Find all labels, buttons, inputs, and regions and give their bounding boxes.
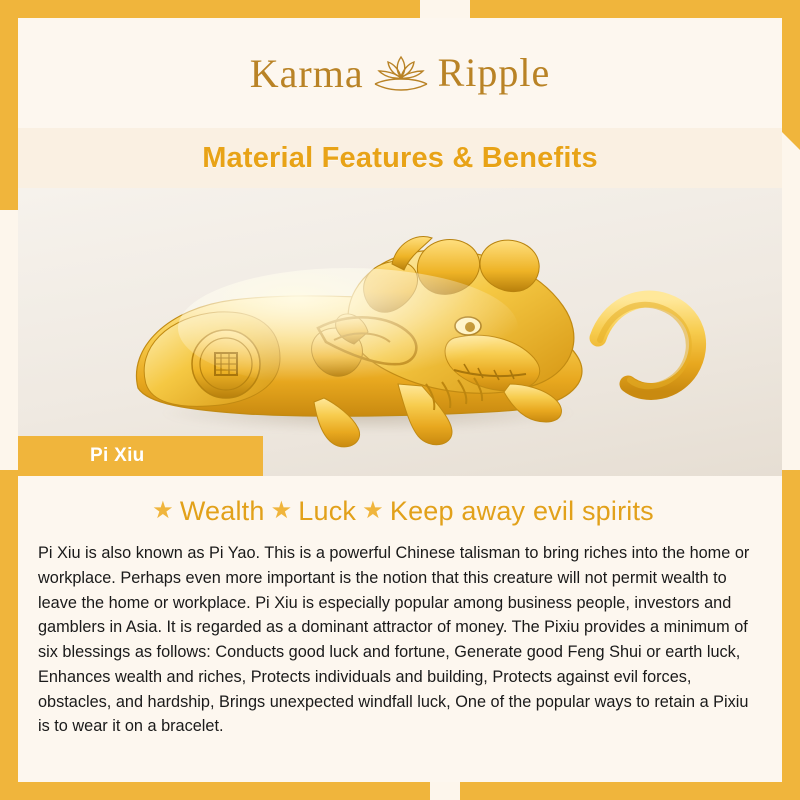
poster-content: [18, 18, 782, 782]
brand-header: [18, 18, 782, 128]
section-title-band: [18, 128, 782, 188]
benefits-line: [18, 496, 782, 527]
brand-name-right: Ripple: [437, 49, 551, 95]
frame-border-top-left: [0, 0, 420, 18]
star-icon-1: ★: [152, 497, 174, 524]
frame-border-right-bottom: [782, 470, 800, 800]
product-image: [18, 188, 782, 476]
frame-border-bottom-left: [0, 782, 430, 800]
frame-border-bottom-right: [460, 782, 800, 800]
description-text: Pi Xiu is also known as Pi Yao. This is a powerful Chinese talisman to bring riches into the home or workplace. Perhaps even more important is the notion that this creature will not permit wealth to leave the home or workplace. Pi Xiu is especially popular among business people, investors and gamblers in Asia. It is regarded as a dominant attractor of money. The Pixiu provides a minimum of six blessings as follows: Conducts good luck and fortune, Generate good Feng Shui or earth luck, Enhances wealth and riches, Protects individuals and building, Protects against evil forces, obstacles, and hardship, Brings unexpected windfall luck, One of the popular ways to retain a Pixiu is to wear it on a bracelet.: [38, 544, 750, 736]
pixiu-illustration: [18, 188, 782, 476]
frame-border-left-top: [0, 0, 18, 210]
frame-border-right-top: [782, 0, 800, 120]
frame-border-top-right: [470, 0, 800, 18]
product-caption-bar: [18, 436, 263, 476]
benefit-luck: Luck: [298, 496, 357, 526]
benefit-evil-spirits: Keep away evil spirits: [389, 496, 654, 526]
page-title: Material Features & Benefits: [202, 141, 598, 174]
brand-name-left: Karma: [249, 50, 364, 96]
lotus-icon: [374, 51, 428, 95]
star-icon-3: ★: [362, 497, 384, 524]
star-icon-2: ★: [270, 497, 293, 524]
benefit-wealth: Wealth: [179, 496, 265, 526]
frame-border-left-bottom: [0, 470, 18, 800]
product-caption: Pi Xiu: [90, 445, 145, 466]
